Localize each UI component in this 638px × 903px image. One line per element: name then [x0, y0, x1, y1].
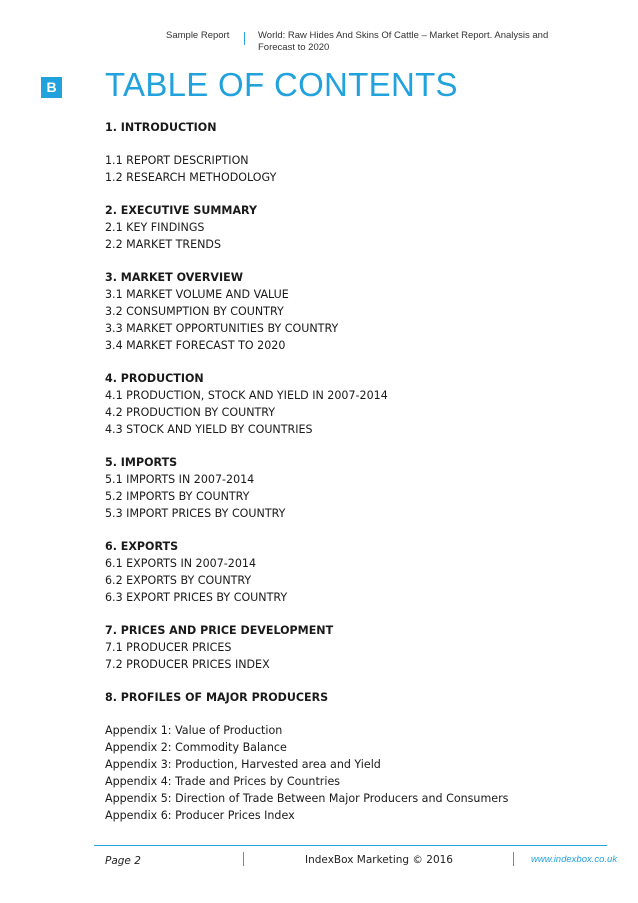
toc-entry: 6.2 EXPORTS BY COUNTRY — [105, 574, 252, 587]
header-divider — [244, 32, 245, 45]
header-report-title-line2: Forecast to 2020 — [258, 42, 330, 53]
toc-entry: 4.2 PRODUCTION BY COUNTRY — [105, 406, 276, 419]
toc-entry: 4.1 PRODUCTION, STOCK AND YIELD IN 2007-2014 — [105, 389, 388, 402]
indexbox-logo-icon: B — [41, 77, 62, 98]
toc-entry: 1.2 RESEARCH METHODOLOGY — [105, 171, 277, 184]
toc-entry: 5.3 IMPORT PRICES BY COUNTRY — [105, 507, 286, 520]
toc-entry: 3.2 CONSUMPTION BY COUNTRY — [105, 305, 284, 318]
toc-entry: 2.1 KEY FINDINGS — [105, 221, 205, 234]
toc-appendix-entry: Appendix 2: Commodity Balance — [105, 741, 287, 754]
table-of-contents — [105, 119, 605, 824]
toc-entry: 7.1 PRODUCER PRICES — [105, 641, 232, 654]
toc-section-heading: 3. MARKET OVERVIEW — [105, 271, 243, 284]
toc-entry: 5.2 IMPORTS BY COUNTRY — [105, 490, 250, 503]
toc-appendix-entry: Appendix 6: Producer Prices Index — [105, 809, 295, 822]
toc-appendix-entry: Appendix 3: Production, Harvested area and Yield — [105, 758, 381, 771]
toc-appendix-entry: Appendix 5: Direction of Trade Between Major Producers and Consumers — [105, 792, 509, 805]
footer-website-link[interactable]: www.indexbox.co.uk — [531, 854, 618, 865]
toc-entry: 3.4 MARKET FORECAST TO 2020 — [105, 339, 286, 352]
footer-divider-line — [94, 845, 607, 846]
toc-section-heading: 1. INTRODUCTION — [105, 121, 217, 134]
toc-section-heading: 5. IMPORTS — [105, 456, 178, 469]
toc-entry: 7.2 PRODUCER PRICES INDEX — [105, 658, 270, 671]
toc-entry: 3.1 MARKET VOLUME AND VALUE — [105, 288, 289, 301]
page-number: Page 2 — [105, 855, 141, 867]
toc-entry: 3.3 MARKET OPPORTUNITIES BY COUNTRY — [105, 322, 339, 335]
header-document-label: Sample Report — [166, 30, 230, 41]
toc-section-heading: 4. PRODUCTION — [105, 372, 204, 385]
toc-section-heading: 6. EXPORTS — [105, 540, 179, 553]
toc-entry: 4.3 STOCK AND YIELD BY COUNTRIES — [105, 423, 313, 436]
toc-section-heading: 8. PROFILES OF MAJOR PRODUCERS — [105, 691, 329, 704]
footer-separator — [513, 852, 514, 866]
toc-appendix-entry: Appendix 4: Trade and Prices by Countries — [105, 775, 341, 788]
page-title: TABLE OF CONTENTS — [105, 66, 458, 103]
toc-entry: 6.3 EXPORT PRICES BY COUNTRY — [105, 591, 288, 604]
toc-section-heading: 2. EXECUTIVE SUMMARY — [105, 204, 258, 217]
toc-entry: 2.2 MARKET TRENDS — [105, 238, 222, 251]
toc-section-heading: 7. PRICES AND PRICE DEVELOPMENT — [105, 624, 334, 637]
footer-separator — [243, 852, 244, 866]
header-report-title-line1: World: Raw Hides And Skins Of Cattle – Market Report. Analysis and — [258, 30, 549, 41]
footer-copyright: IndexBox Marketing © 2016 — [305, 854, 453, 866]
toc-appendix-entry: Appendix 1: Value of Production — [105, 724, 283, 737]
toc-entry: 1.1 REPORT DESCRIPTION — [105, 154, 249, 167]
header-report-title — [258, 30, 578, 54]
toc-entry: 5.1 IMPORTS IN 2007-2014 — [105, 473, 255, 486]
toc-entry: 6.1 EXPORTS IN 2007-2014 — [105, 557, 257, 570]
